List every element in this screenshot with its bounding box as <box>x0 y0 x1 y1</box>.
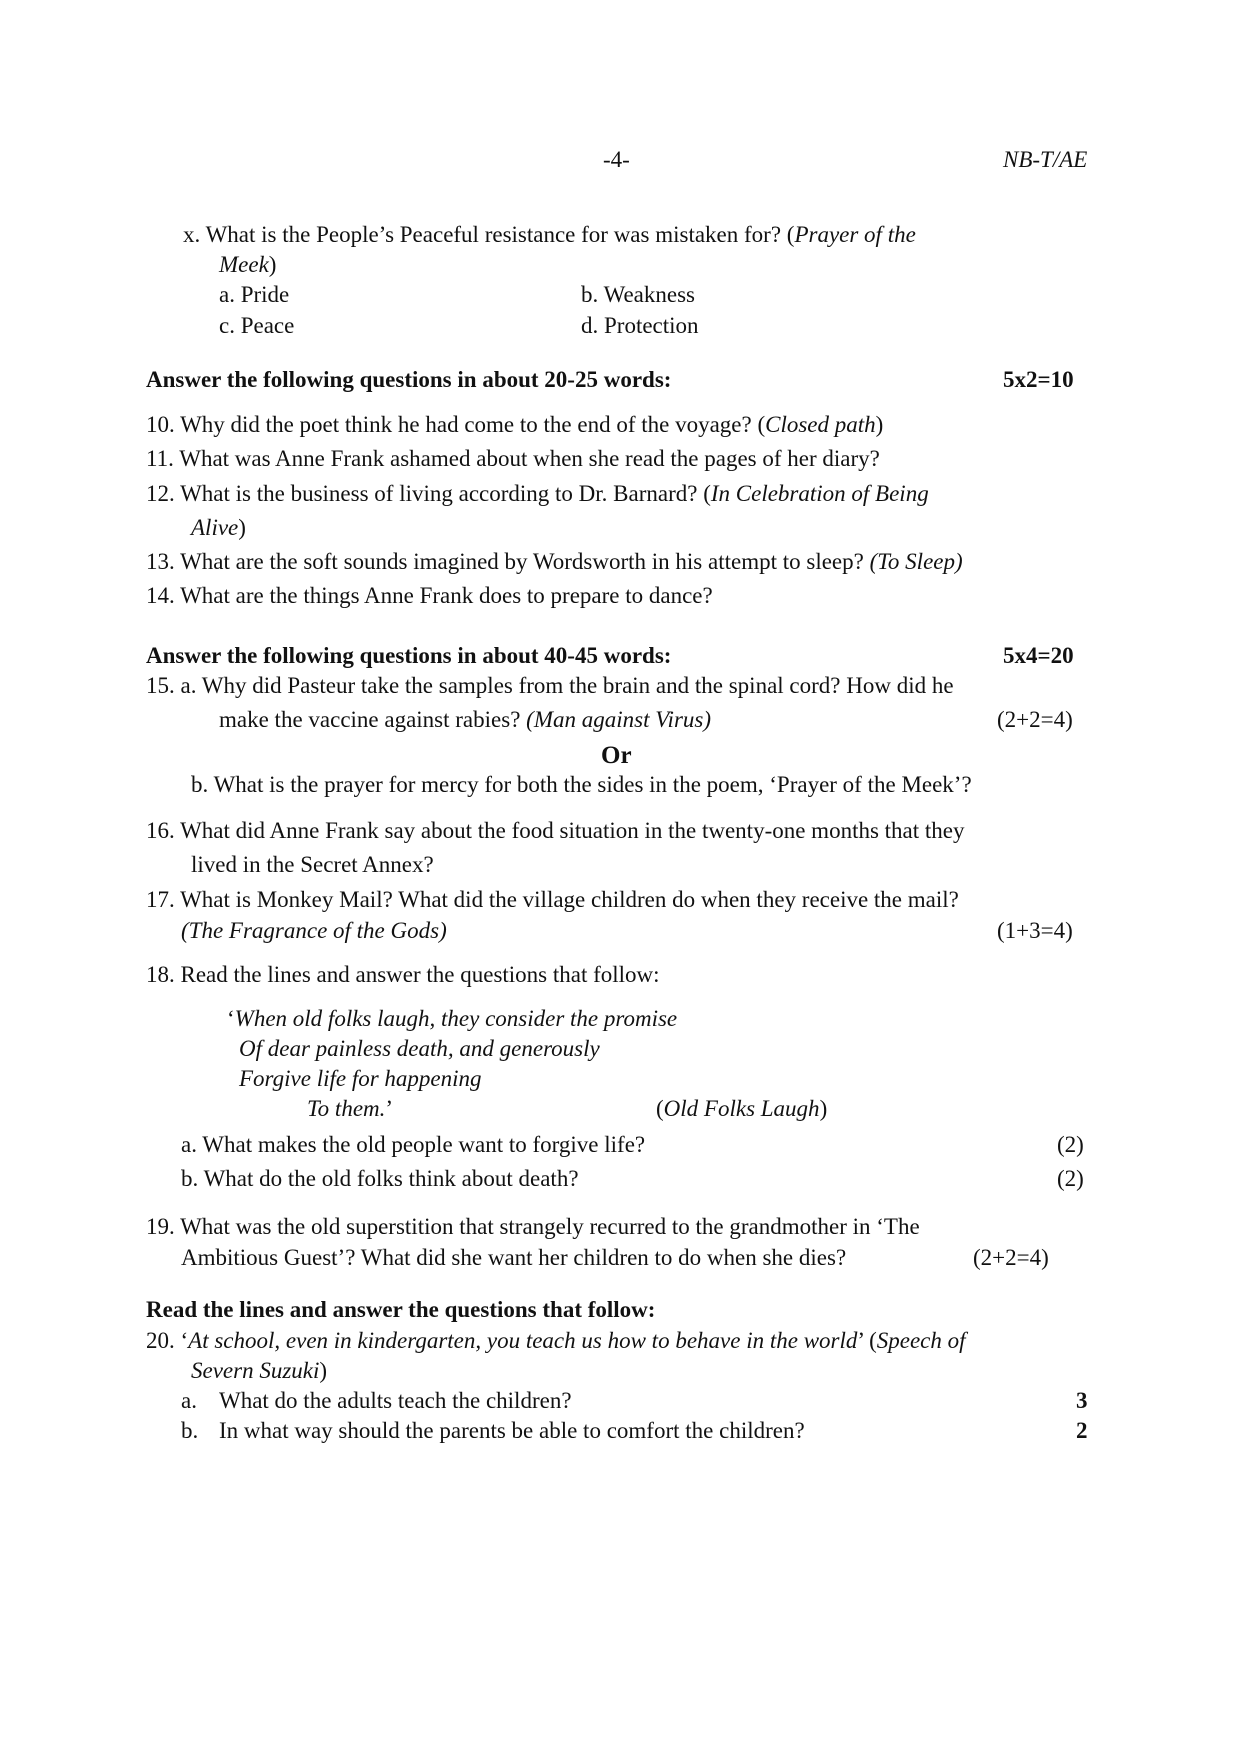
question-13 <box>146 548 963 576</box>
question-18b: b. What do the old folks think about death? <box>181 1166 579 1191</box>
question-17-marks: (1+3=4) <box>997 918 1073 943</box>
question-14: 14. What are the things Anne Frank does to prepare to dance? <box>146 583 713 608</box>
question-15a-marks: (2+2=4) <box>997 707 1073 732</box>
question-20-mid: ’ ( <box>857 1328 877 1353</box>
question-15a-text2: make the vaccine against rabies? <box>219 707 521 732</box>
question-20-quote: At school, even in kindergarten, you teach us how to behave in the world <box>188 1328 858 1353</box>
question-20-cont <box>191 1357 327 1385</box>
poem-source-text: Old Folks Laugh <box>663 1096 820 1121</box>
question-12-close: ) <box>238 515 246 540</box>
option-c: c. Peace <box>219 313 295 338</box>
question-20a-marks: 3 <box>1076 1388 1088 1413</box>
poem-source-close: ) <box>819 1096 828 1121</box>
section1-heading: Answer the following questions in about 20-25 words: <box>146 367 672 392</box>
question-17: 17. What is Monkey Mail? What did the village children do when they receive the mail? <box>146 887 959 912</box>
question-x-source-cont <box>219 251 276 279</box>
question-12-source: In Celebration of Being <box>710 481 929 506</box>
question-19-cont: Ambitious Guest’? What did she want her children to do when she dies? <box>181 1245 847 1270</box>
option-b: b. Weakness <box>581 282 695 307</box>
question-20b-marks: 2 <box>1076 1418 1088 1443</box>
question-15b: b. What is the prayer for mercy for both the sides in the poem, ‘Prayer of the Meek’? <box>191 772 972 797</box>
question-19: 19. What was the old superstition that strangely recurred to the grandmother in ‘The <box>146 1214 920 1239</box>
question-x-stem: x. What is the People’s Peaceful resistance for was mistaken for? ( <box>183 222 795 247</box>
question-18b-marks: (2) <box>1057 1166 1084 1191</box>
section2-heading: Answer the following questions in about 40-45 words: <box>146 643 672 668</box>
poem-line-4 <box>307 1095 393 1123</box>
poem-quote-close: ’ <box>385 1096 394 1121</box>
question-x-source: Prayer of the <box>794 222 916 247</box>
poem-quote-open: ‘ <box>227 1006 235 1031</box>
page-number: -4- <box>603 147 630 172</box>
question-18a: a. What makes the old people want to forgive life? <box>181 1132 646 1157</box>
question-10-text: 10. Why did the poet think he had come to the end of the voyage? ( <box>146 412 766 437</box>
poem-line-3: Forgive life for happening <box>239 1066 482 1091</box>
poem-line-2: Of dear painless death, and generously <box>239 1036 600 1061</box>
option-d: d. Protection <box>581 313 699 338</box>
question-15a-source: (Man against Virus) <box>526 707 711 732</box>
question-12-source2: Alive <box>191 515 239 540</box>
question-20b: In what way should the parents be able to comfort the children? <box>219 1418 805 1443</box>
question-x-source2: Meek <box>219 252 269 277</box>
section2-marks: 5x4=20 <box>1003 643 1074 668</box>
question-12 <box>146 480 929 508</box>
question-12-text: 12. What is the business of living according to Dr. Barnard? ( <box>146 481 711 506</box>
poem-line-4-text: To them. <box>307 1096 386 1121</box>
or-divider: Or <box>601 742 632 769</box>
question-17-source: (The Fragrance of the Gods) <box>181 918 447 943</box>
poem-source-open: ( <box>656 1096 664 1121</box>
question-19-marks: (2+2=4) <box>973 1245 1049 1270</box>
question-20a: What do the adults teach the children? <box>219 1388 572 1413</box>
question-12-cont <box>191 514 246 542</box>
question-13-source: (To Sleep) <box>869 549 963 574</box>
question-10-close: ) <box>875 412 884 437</box>
question-20 <box>146 1327 966 1355</box>
question-15a-cont <box>219 706 711 734</box>
question-20b-label: b. <box>181 1418 199 1443</box>
paper-code: NB-T/AE <box>1003 147 1088 172</box>
question-10 <box>146 411 883 439</box>
question-20-number: 20. ‘ <box>146 1328 189 1353</box>
question-16: 16. What did Anne Frank say about the food situation in the twenty-one months that they <box>146 818 965 843</box>
question-10-source: Closed path <box>765 412 876 437</box>
poem-source <box>656 1095 827 1123</box>
section1-marks: 5x2=10 <box>1003 367 1074 392</box>
question-15a: 15. a. Why did Pasteur take the samples from the brain and the spinal cord? How did he <box>146 673 954 698</box>
question-20-source: Speech of <box>876 1328 966 1353</box>
section3-heading: Read the lines and answer the questions that follow: <box>146 1297 656 1322</box>
poem-line-1 <box>227 1005 677 1033</box>
question-18a-marks: (2) <box>1057 1132 1084 1157</box>
question-x-close: ) <box>268 252 277 277</box>
question-11: 11. What was Anne Frank ashamed about when she read the pages of her diary? <box>146 446 880 471</box>
option-a: a. Pride <box>219 282 290 307</box>
question-16-cont: lived in the Secret Annex? <box>191 852 434 877</box>
question-20-close: ) <box>319 1358 328 1383</box>
question-13-text: 13. What are the soft sounds imagined by Wordsworth in his attempt to sleep? <box>146 549 864 574</box>
question-20a-label: a. <box>181 1388 197 1413</box>
question-20-source2: Severn Suzuki <box>191 1358 320 1383</box>
poem-line-1-text: When old folks laugh, they consider the promise <box>234 1006 678 1031</box>
question-x <box>183 221 916 249</box>
question-18: 18. Read the lines and answer the questions that follow: <box>146 962 660 987</box>
